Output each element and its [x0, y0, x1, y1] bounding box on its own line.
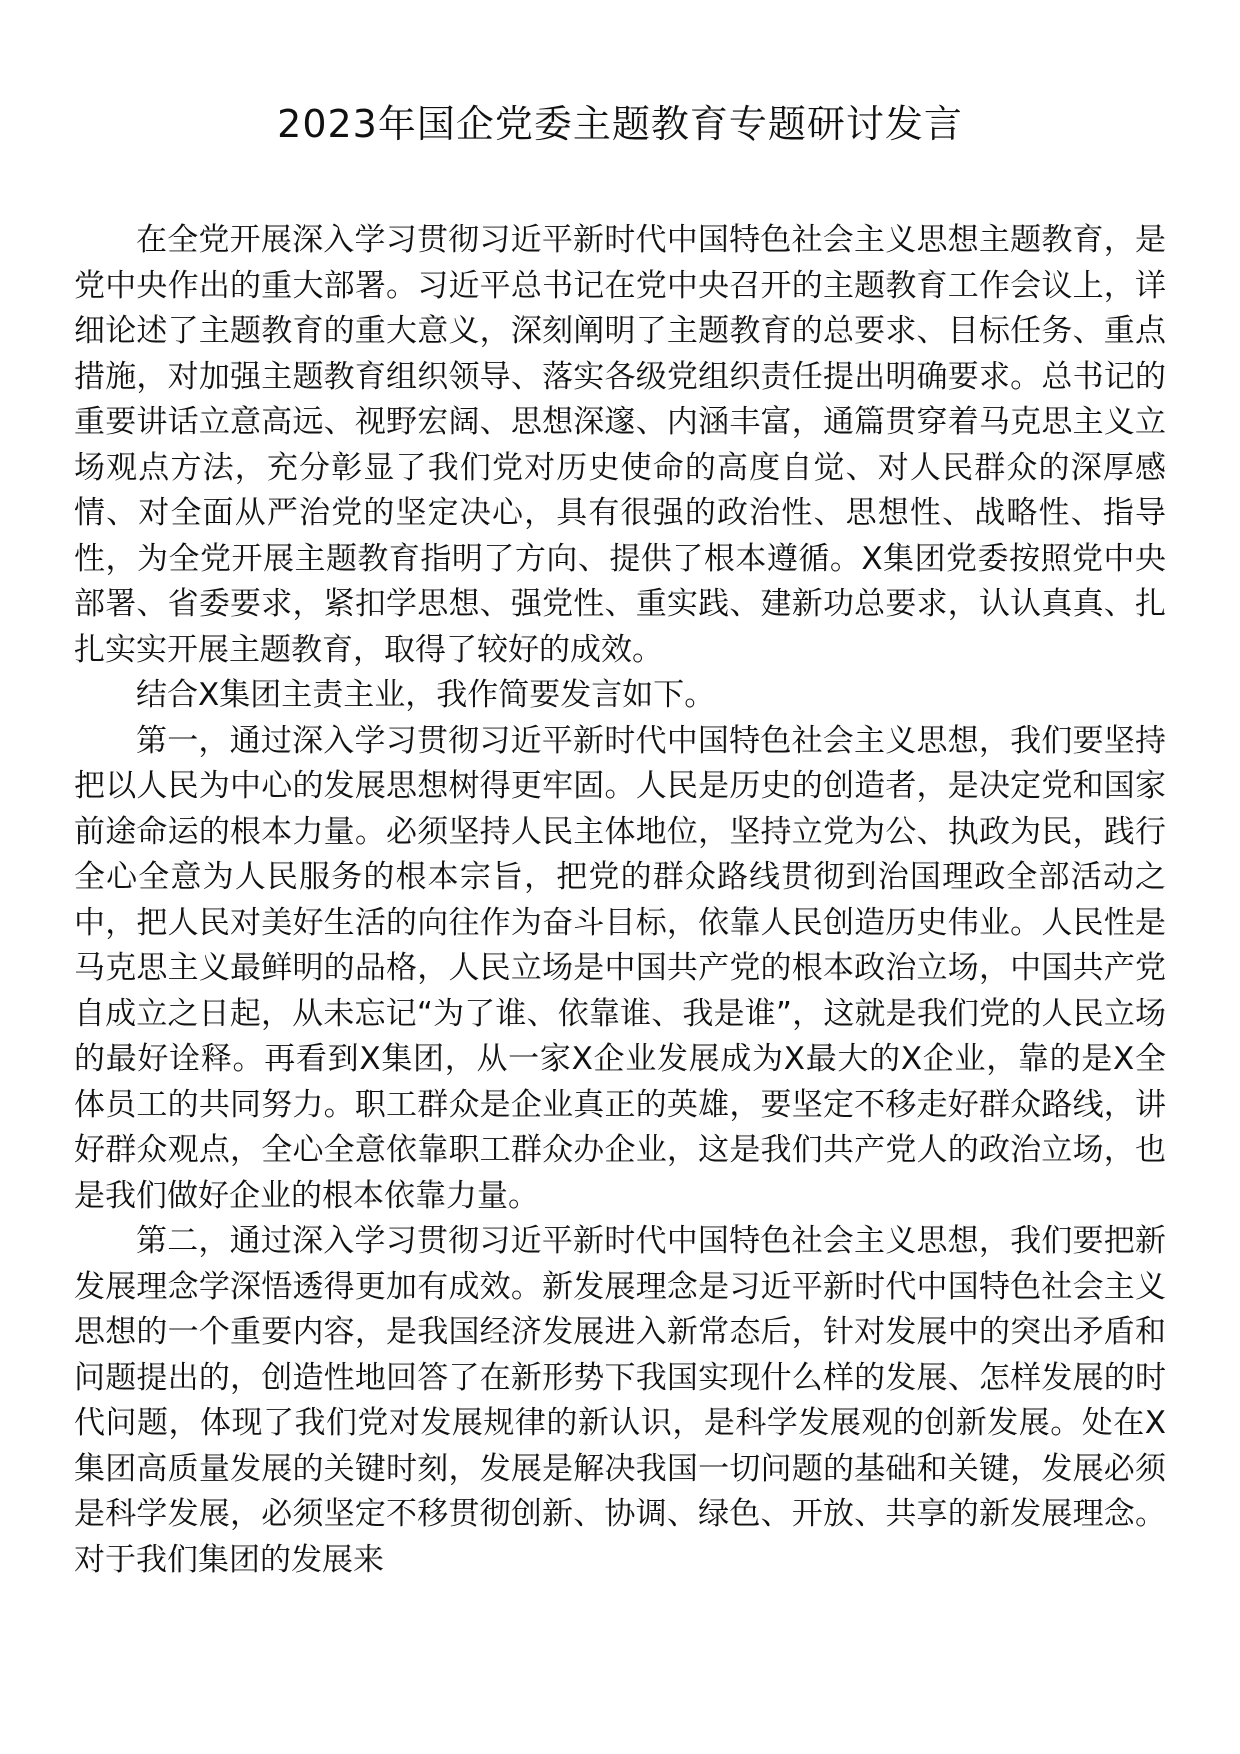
paragraph-transition: 结合X集团主责主业，我作简要发言如下。 [136, 677, 716, 713]
document-body [74, 218, 1166, 1583]
paragraph-second-point: 第二，通过深入学习贯彻习近平新时代中国特色社会主义思想，我们要把新发展理念学深悟透得更加有成效。新发展理念是习近平新时代中国特色社会主义思想的一个重要内容，是我国经济发展进入新常态后，针对发展中的突出矛盾和问题提出的，创造性地回答了在新形势下我国实现什么样的发展、怎样发展的时代问题，体现了我们党对发展规律的新认识，是科学发展观的创新发展。处在X集团高质量发展的关键时刻，发展是解决我国一切问题的基础和关键，发展必须是科学发展，必须坚定不移贯彻创新、协调、绿色、开放、共享的新发展理念。对于我们集团的发展来 [74, 1223, 1166, 1578]
paragraph-intro: 在全党开展深入学习贯彻习近平新时代中国特色社会主义思想主题教育，是党中央作出的重大部署。习近平总书记在党中央召开的主题教育工作会议上，详细论述了主题教育的重大意义，深刻阐明了主题教育的总要求、目标任务、重点措施，对加强主题教育组织领导、落实各级党组织责任提出明确要求。总书记的重要讲话立意高远、视野宏阔、思想深邃、内涵丰富，通篇贯穿着马克思主义立场观点方法，充分彰显了我们党对历史使命的高度自觉、对人民群众的深厚感情、对全面从严治党的坚定决心，具有很强的政治性、思想性、战略性、指导性，为全党开展主题教育指明了方向、提供了根本遵循。X集团党委按照党中央部署、省委要求，紧扣学思想、强党性、重实践、建新功总要求，认认真真、扎扎实实开展主题教育，取得了较好的成效。 [74, 222, 1166, 668]
paragraph-first-point: 第一，通过深入学习贯彻习近平新时代中国特色社会主义思想，我们要坚持把以人民为中心的发展思想树得更牢固。人民是历史的创造者，是决定党和国家前途命运的根本力量。必须坚持人民主体地位，坚持立党为公、执政为民，践行全心全意为人民服务的根本宗旨，把党的群众路线贯彻到治国理政全部活动之中，把人民对美好生活的向往作为奋斗目标，依靠人民创造历史伟业。人民性是马克思主义最鲜明的品格，人民立场是中国共产党的根本政治立场，中国共产党自成立之日起，从未忘记“为了谁、依靠谁、我是谁”，这就是我们党的人民立场的最好诠释。再看到X集团，从一家X企业发展成为X最大的X企业，靠的是X全体员工的共同努力。职工群众是企业真正的英雄，要坚定不移走好群众路线，讲好群众观点，全心全意依靠职工群众办企业，这是我们共产党人的政治立场，也是我们做好企业的根本依靠力量。 [74, 722, 1166, 1214]
document-title: 2023年国企党委主题教育专题研讨发言 [277, 102, 963, 146]
